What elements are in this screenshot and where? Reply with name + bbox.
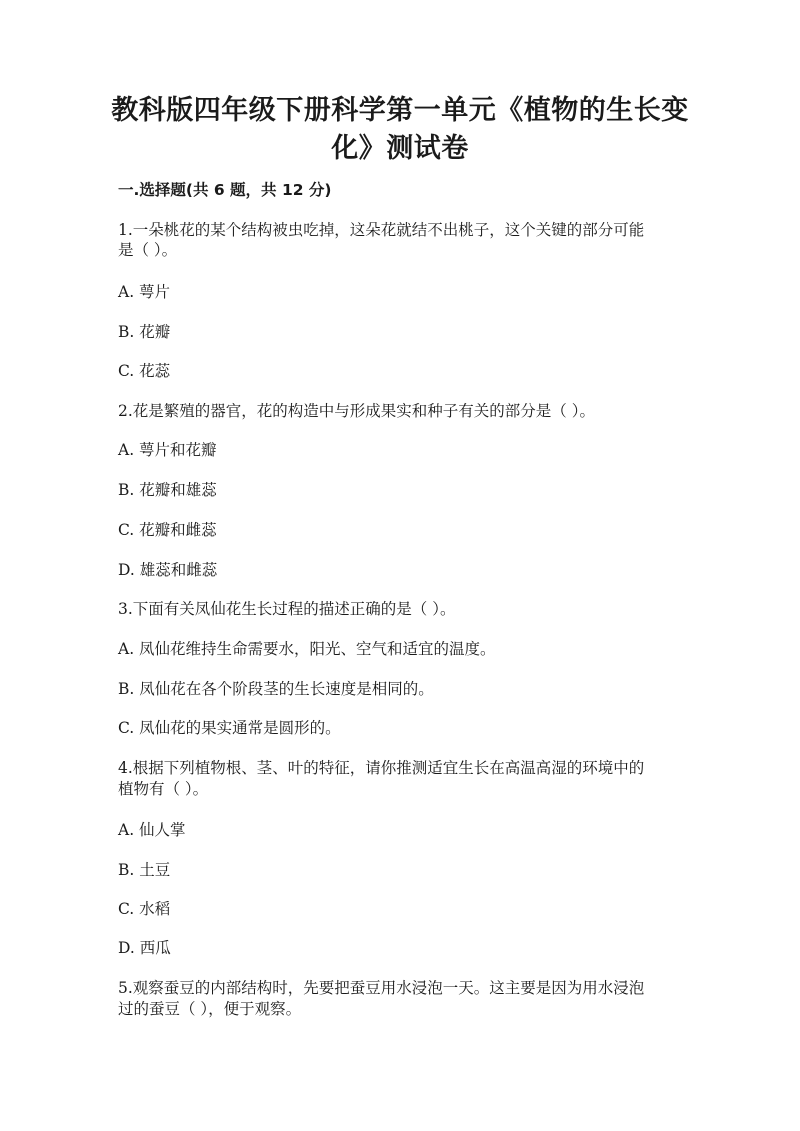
question-2-option-c: C. 花瓣和雌蕊 — [118, 521, 217, 539]
exam-title-line-2: 化》测试卷 — [331, 133, 469, 164]
question-3-option-c: C. 凤仙花的果实通常是圆形的。 — [118, 719, 341, 737]
question-3-option-b: B. 凤仙花在各个阶段茎的生长速度是相同的。 — [118, 680, 434, 698]
question-2-option-a: A. 萼片和花瓣 — [118, 441, 217, 459]
question-1-stem-line-1: 1.一朵桃花的某个结构被虫吃掉，这朵花就结不出桃子，这个关键的部分可能 — [118, 221, 645, 239]
question-3-stem-line-1: 3.下面有关凤仙花生长过程的描述正确的是（ ）。 — [118, 600, 456, 618]
question-5-stem-line-1: 5.观察蚕豆的内部结构时，先要把蚕豆用水浸泡一天。这主要是因为用水浸泡 — [118, 979, 645, 997]
question-4-stem-line-2: 植物有（ ）。 — [118, 780, 209, 798]
exam-title — [110, 92, 690, 168]
question-1-option-b: B. 花瓣 — [118, 323, 171, 341]
question-4-stem-line-1: 4.根据下列植物根、茎、叶的特征，请你推测适宜生长在高温高湿的环境中的 — [118, 759, 645, 777]
question-1-stem-line-2: 是（ ）。 — [118, 241, 178, 259]
question-4-option-d: D. 西瓜 — [118, 939, 171, 957]
question-4-option-a: A. 仙人掌 — [118, 821, 186, 839]
question-2-option-b: B. 花瓣和雄蕊 — [118, 481, 217, 499]
section-heading-choice: 一.选择题(共 6 题，共 12 分) — [118, 181, 332, 199]
question-2-stem-line-1: 2.花是繁殖的器官，花的构造中与形成果实和种子有关的部分是（ ）。 — [118, 402, 595, 420]
question-4-option-c: C. 水稻 — [118, 900, 171, 918]
question-4-option-b: B. 土豆 — [118, 861, 171, 879]
question-5-stem-line-2: 过的蚕豆（ ），便于观察。 — [118, 1000, 302, 1018]
question-2-option-d: D. 雄蕊和雌蕊 — [118, 561, 218, 579]
question-1-option-a: A. 萼片 — [118, 283, 171, 301]
question-3-option-a: A. 凤仙花维持生命需要水，阳光、空气和适宜的温度。 — [118, 640, 496, 658]
question-1-option-c: C. 花蕊 — [118, 362, 171, 380]
exam-title-line-1: 教科版四年级下册科学第一单元《植物的生长变 — [111, 95, 689, 126]
